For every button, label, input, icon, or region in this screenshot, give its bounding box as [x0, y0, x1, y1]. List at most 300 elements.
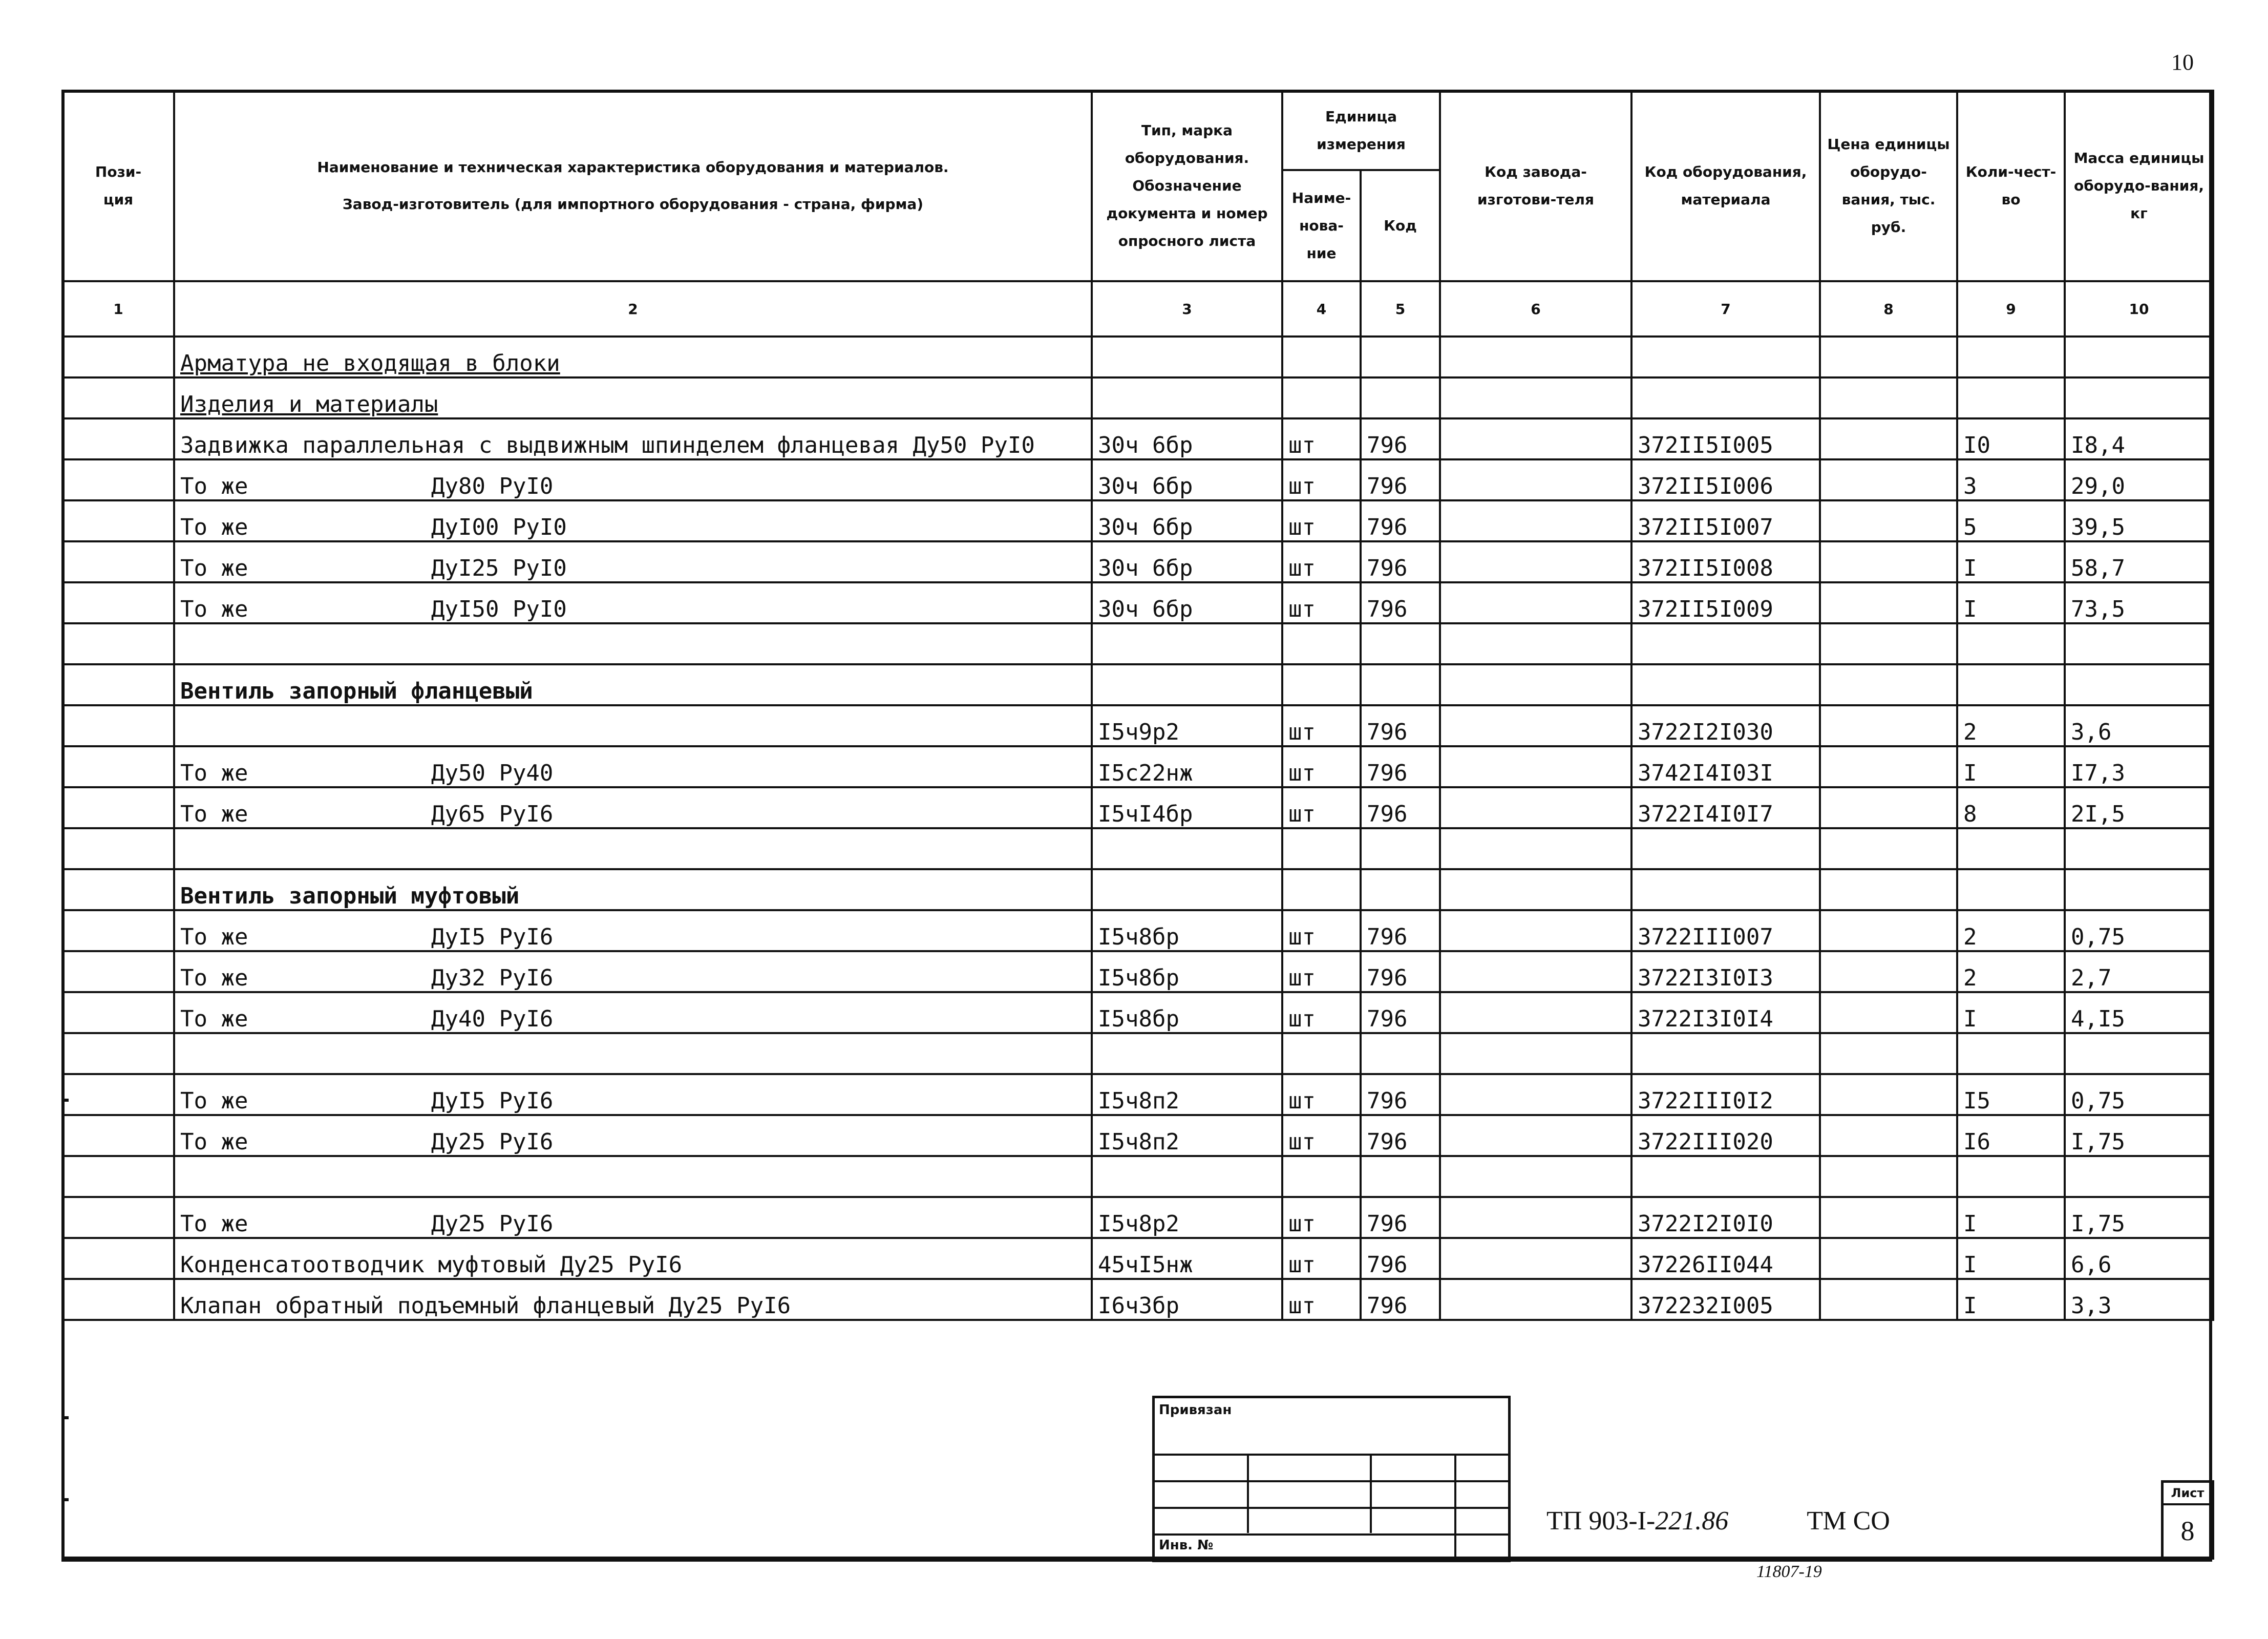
item-name: То же	[180, 1088, 248, 1114]
cell-unit: шт	[1282, 1197, 1361, 1238]
cell-type: I5ч8бр	[1092, 951, 1282, 992]
cell-price	[1820, 992, 1957, 1033]
cell-unit: шт	[1282, 1115, 1361, 1156]
name-cell	[174, 1074, 1092, 1115]
cell-qty: I5	[1957, 1074, 2065, 1115]
table-row	[62, 1074, 2213, 1115]
cell-unit-code: 796	[1361, 1074, 1440, 1115]
table-row	[62, 910, 2213, 951]
position-cell	[62, 1156, 174, 1197]
cell-mass: I7,3	[2065, 746, 2213, 787]
cell-mass	[2065, 1033, 2213, 1074]
name-cell	[174, 418, 1092, 459]
cell-factory-code	[1440, 664, 1631, 705]
cell-price	[1820, 910, 1957, 951]
table-row	[62, 705, 2213, 746]
cell-factory-code	[1440, 1033, 1631, 1074]
cell-code: 372II5I005	[1631, 418, 1820, 459]
cell-factory-code	[1440, 746, 1631, 787]
cell-mass: 0,75	[2065, 910, 2213, 951]
item-size: ДуI00 РуI0	[431, 514, 567, 540]
cell-code: 372II5I009	[1631, 582, 1820, 623]
item-size: Ду65 РуI6	[431, 801, 554, 827]
cell-price	[1820, 951, 1957, 992]
stamp-line	[1370, 1456, 1372, 1533]
cell-code: 372II5I008	[1631, 541, 1820, 582]
cell-mass: I,75	[2065, 1197, 2213, 1238]
cell-unit: шт	[1282, 705, 1361, 746]
cell-price	[1820, 623, 1957, 664]
table-row	[62, 459, 2213, 500]
cell-unit	[1282, 869, 1361, 910]
cell-price	[1820, 746, 1957, 787]
header-name-line1: Наименование и техническая характеристика оборудования и материалов.	[317, 159, 949, 176]
section-title: Изделия и материалы	[180, 391, 438, 417]
cell-unit-code	[1361, 623, 1440, 664]
cell-code: 372II5I007	[1631, 500, 1820, 541]
cell-mass: 3,3	[2065, 1279, 2213, 1320]
header-price: Цена единицы оборудо-вания, тыс. руб.	[1820, 91, 1957, 281]
cell-unit: шт	[1282, 910, 1361, 951]
cell-price	[1820, 787, 1957, 828]
cell-unit-code: 796	[1361, 1279, 1440, 1320]
doc-suffix: ТМ СО	[1807, 1506, 1890, 1536]
cell-qty: 5	[1957, 500, 2065, 541]
cell-unit-code: 796	[1361, 500, 1440, 541]
cell-unit-code: 796	[1361, 1115, 1440, 1156]
table-row	[62, 1279, 2213, 1320]
cell-price	[1820, 1279, 1957, 1320]
cell-unit: шт	[1282, 459, 1361, 500]
table-row	[62, 377, 2213, 418]
cell-code: 3722I3I0I4	[1631, 992, 1820, 1033]
header-factory-code: Код завода-изготови-теля	[1440, 91, 1631, 281]
cell-unit: шт	[1282, 541, 1361, 582]
item-name: Клапан обратный подъемный фланцевый Ду25 РуI6	[180, 1293, 791, 1319]
name-cell	[174, 910, 1092, 951]
section-title: Вентиль запорный фланцевый	[180, 678, 533, 704]
cell-type: 30ч 6бр	[1092, 582, 1282, 623]
cell-factory-code	[1440, 828, 1631, 869]
cell-mass: 3,6	[2065, 705, 2213, 746]
cell-price	[1820, 377, 1957, 418]
cell-mass	[2065, 623, 2213, 664]
cell-code: 3722III020	[1631, 1115, 1820, 1156]
name-cell	[174, 1156, 1092, 1197]
cell-price	[1820, 337, 1957, 377]
item-name: То же	[180, 1129, 248, 1155]
sheet-label: Лист	[2164, 1483, 2212, 1505]
stamp-line	[1247, 1456, 1249, 1533]
cell-code: 37226II044	[1631, 1238, 1820, 1279]
cell-price	[1820, 828, 1957, 869]
item-size: Ду40 РуI6	[431, 1006, 554, 1032]
table-row	[62, 787, 2213, 828]
sheet-number: 8	[2180, 1516, 2195, 1546]
position-cell	[62, 500, 174, 541]
cell-unit	[1282, 828, 1361, 869]
name-cell	[174, 337, 1092, 377]
cell-unit-code: 796	[1361, 787, 1440, 828]
cell-type: 45чI5нж	[1092, 1238, 1282, 1279]
cell-code	[1631, 623, 1820, 664]
header-mass: Масса единицы оборудо-вания, кг	[2065, 91, 2213, 281]
position-cell	[62, 459, 174, 500]
cell-qty: 8	[1957, 787, 2065, 828]
table-row	[62, 746, 2213, 787]
item-name: То же	[180, 801, 248, 827]
cell-type: I6ч3бр	[1092, 1279, 1282, 1320]
cell-mass: 2,7	[2065, 951, 2213, 992]
cell-factory-code	[1440, 992, 1631, 1033]
cell-mass	[2065, 664, 2213, 705]
margin-tick	[61, 1498, 69, 1501]
cell-unit-code: 796	[1361, 746, 1440, 787]
cell-factory-code	[1440, 1074, 1631, 1115]
cell-unit: шт	[1282, 1238, 1361, 1279]
cell-qty: I	[1957, 1197, 2065, 1238]
section-title: Вентиль запорный муфтовый	[180, 883, 520, 909]
position-cell	[62, 582, 174, 623]
item-name: Задвижка параллельная с выдвижным шпинделем фланцевая Ду50 РуI0	[180, 432, 1035, 458]
table-body	[62, 337, 2213, 1320]
cell-factory-code	[1440, 951, 1631, 992]
item-size: Ду25 РуI6	[431, 1129, 554, 1155]
cell-unit-code	[1361, 1156, 1440, 1197]
position-cell	[62, 787, 174, 828]
cell-mass: 29,0	[2065, 459, 2213, 500]
name-cell	[174, 623, 1092, 664]
doc-id-prefix: ТП 903-I-	[1546, 1506, 1656, 1536]
name-cell	[174, 1197, 1092, 1238]
table-row	[62, 418, 2213, 459]
cell-qty	[1957, 623, 2065, 664]
cell-code	[1631, 377, 1820, 418]
position-cell	[62, 1238, 174, 1279]
header-equipment-code: Код оборудования, материала	[1631, 91, 1820, 281]
cell-factory-code	[1440, 1156, 1631, 1197]
cell-mass: 58,7	[2065, 541, 2213, 582]
cell-factory-code	[1440, 337, 1631, 377]
position-cell	[62, 418, 174, 459]
table-row	[62, 664, 2213, 705]
margin-tick	[61, 1416, 69, 1419]
cell-unit: шт	[1282, 500, 1361, 541]
name-cell	[174, 828, 1092, 869]
table-row	[62, 541, 2213, 582]
table-row	[62, 1156, 2213, 1197]
cell-type	[1092, 377, 1282, 418]
cell-type: I5ч9р2	[1092, 705, 1282, 746]
column-number: 6	[1440, 281, 1631, 337]
cell-qty: I	[1957, 1238, 2065, 1279]
cell-unit	[1282, 377, 1361, 418]
position-cell	[62, 951, 174, 992]
header-position: Пози- ция	[62, 91, 174, 281]
name-cell	[174, 705, 1092, 746]
header-quantity: Коли-чест-во	[1957, 91, 2065, 281]
footnote-number: 11807-19	[1756, 1562, 1822, 1581]
cell-factory-code	[1440, 869, 1631, 910]
cell-qty: 3	[1957, 459, 2065, 500]
cell-unit	[1282, 337, 1361, 377]
cell-mass: 0,75	[2065, 1074, 2213, 1115]
cell-price	[1820, 1033, 1957, 1074]
cell-code	[1631, 337, 1820, 377]
position-cell	[62, 623, 174, 664]
cell-factory-code	[1440, 1238, 1631, 1279]
cell-unit-code: 796	[1361, 459, 1440, 500]
cell-type: I5ч8п2	[1092, 1115, 1282, 1156]
name-cell	[174, 459, 1092, 500]
cell-factory-code	[1440, 705, 1631, 746]
item-size: Ду25 РуI6	[431, 1211, 554, 1237]
position-cell	[62, 1115, 174, 1156]
cell-unit	[1282, 623, 1361, 664]
position-cell	[62, 746, 174, 787]
cell-type	[1092, 1033, 1282, 1074]
cell-code: 372II5I006	[1631, 459, 1820, 500]
cell-unit	[1282, 1156, 1361, 1197]
cell-price	[1820, 1074, 1957, 1115]
item-name: Конденсатоотводчик муфтовый Ду25 РуI6	[180, 1252, 683, 1278]
item-name: То же	[180, 924, 248, 950]
cell-code: 3722I4I0I7	[1631, 787, 1820, 828]
cell-qty	[1957, 828, 2065, 869]
position-cell	[62, 910, 174, 951]
position-cell	[62, 377, 174, 418]
cell-price	[1820, 869, 1957, 910]
item-size: Ду80 РуI0	[431, 473, 554, 499]
item-name: То же	[180, 1006, 248, 1032]
cell-unit-code: 796	[1361, 418, 1440, 459]
table-row	[62, 869, 2213, 910]
cell-unit	[1282, 1033, 1361, 1074]
cell-type	[1092, 828, 1282, 869]
table-row	[62, 582, 2213, 623]
cell-code: 3722III0I2	[1631, 1074, 1820, 1115]
cell-qty	[1957, 664, 2065, 705]
corner-page-mark: 10	[2171, 50, 2194, 75]
name-cell	[174, 1033, 1092, 1074]
header-unit-name: Наиме-нова-ние	[1282, 170, 1361, 281]
document-designation	[1546, 1506, 1890, 1536]
cell-mass: 73,5	[2065, 582, 2213, 623]
cell-code: 3722I2I030	[1631, 705, 1820, 746]
position-cell	[62, 664, 174, 705]
cell-factory-code	[1440, 910, 1631, 951]
position-cell	[62, 1197, 174, 1238]
name-cell	[174, 541, 1092, 582]
item-size: ДуI25 РуI0	[431, 555, 567, 581]
cell-unit-code	[1361, 828, 1440, 869]
section-title: Арматура не входящая в блоки	[180, 350, 560, 376]
cell-code	[1631, 664, 1820, 705]
cell-type	[1092, 623, 1282, 664]
cell-factory-code	[1440, 1279, 1631, 1320]
cell-unit: шт	[1282, 582, 1361, 623]
position-cell	[62, 1074, 174, 1115]
cell-code	[1631, 869, 1820, 910]
cell-price	[1820, 1197, 1957, 1238]
item-name: То же	[180, 514, 248, 540]
cell-unit-code	[1361, 377, 1440, 418]
cell-type: 30ч 6бр	[1092, 500, 1282, 541]
cell-type: I5ч8р2	[1092, 1197, 1282, 1238]
cell-qty: 2	[1957, 910, 2065, 951]
cell-qty: 2	[1957, 705, 2065, 746]
cell-unit: шт	[1282, 746, 1361, 787]
column-number: 10	[2065, 281, 2213, 337]
name-cell	[174, 746, 1092, 787]
cell-type: I5ч8п2	[1092, 1074, 1282, 1115]
cell-qty	[1957, 337, 2065, 377]
margin-tick	[61, 1099, 69, 1102]
cell-factory-code	[1440, 582, 1631, 623]
cell-unit: шт	[1282, 418, 1361, 459]
cell-price	[1820, 1238, 1957, 1279]
cell-qty: I	[1957, 746, 2065, 787]
cell-price	[1820, 664, 1957, 705]
position-cell	[62, 705, 174, 746]
position-cell	[62, 1279, 174, 1320]
specification-table	[61, 90, 2214, 1321]
name-cell	[174, 869, 1092, 910]
cell-qty: I0	[1957, 418, 2065, 459]
table-row	[62, 951, 2213, 992]
cell-mass: 2I,5	[2065, 787, 2213, 828]
cell-type: I5чI4бр	[1092, 787, 1282, 828]
doc-id-number: 221.86	[1655, 1506, 1729, 1536]
column-number: 4	[1282, 281, 1361, 337]
item-size: ДуI50 РуI0	[431, 596, 567, 622]
position-cell	[62, 1033, 174, 1074]
name-cell	[174, 1279, 1092, 1320]
name-cell	[174, 500, 1092, 541]
table-row	[62, 1197, 2213, 1238]
cell-price	[1820, 705, 1957, 746]
cell-price	[1820, 1156, 1957, 1197]
sheet-number-box	[2161, 1480, 2214, 1560]
cell-type: 30ч 6бр	[1092, 418, 1282, 459]
name-cell	[174, 1115, 1092, 1156]
cell-factory-code	[1440, 459, 1631, 500]
cell-code	[1631, 1033, 1820, 1074]
cell-type	[1092, 1156, 1282, 1197]
cell-mass	[2065, 869, 2213, 910]
column-number-row	[62, 281, 2213, 337]
cell-price	[1820, 500, 1957, 541]
cell-code: 3722I3I0I3	[1631, 951, 1820, 992]
table-row	[62, 992, 2213, 1033]
bottom-border	[61, 1559, 2212, 1562]
cell-unit-code: 796	[1361, 951, 1440, 992]
cell-factory-code	[1440, 500, 1631, 541]
cell-factory-code	[1440, 787, 1631, 828]
name-cell	[174, 582, 1092, 623]
name-cell	[174, 664, 1092, 705]
cell-qty: I	[1957, 1279, 2065, 1320]
cell-unit-code: 796	[1361, 910, 1440, 951]
cell-unit-code	[1361, 1033, 1440, 1074]
cell-mass: 39,5	[2065, 500, 2213, 541]
column-number: 3	[1092, 281, 1282, 337]
cell-type: I5с22нж	[1092, 746, 1282, 787]
column-number: 8	[1820, 281, 1957, 337]
cell-code	[1631, 1156, 1820, 1197]
table-row	[62, 337, 2213, 377]
cell-qty: I6	[1957, 1115, 2065, 1156]
position-cell	[62, 337, 174, 377]
cell-price	[1820, 582, 1957, 623]
item-name: То же	[180, 555, 248, 581]
cell-type	[1092, 337, 1282, 377]
header-name	[174, 91, 1092, 281]
cell-unit-code	[1361, 337, 1440, 377]
cell-unit: шт	[1282, 1279, 1361, 1320]
cell-qty	[1957, 869, 2065, 910]
cell-mass	[2065, 377, 2213, 418]
item-name: То же	[180, 1211, 248, 1237]
cell-code: 3722III007	[1631, 910, 1820, 951]
header-unit-code: Код	[1361, 170, 1440, 281]
item-name: То же	[180, 596, 248, 622]
cell-type	[1092, 869, 1282, 910]
cell-mass: 4,I5	[2065, 992, 2213, 1033]
cell-qty	[1957, 377, 2065, 418]
cell-factory-code	[1440, 1197, 1631, 1238]
column-number: 7	[1631, 281, 1820, 337]
position-cell	[62, 541, 174, 582]
cell-qty: I	[1957, 541, 2065, 582]
cell-price	[1820, 1115, 1957, 1156]
column-number: 9	[1957, 281, 2065, 337]
column-number: 5	[1361, 281, 1440, 337]
cell-code	[1631, 828, 1820, 869]
cell-unit-code: 796	[1361, 1197, 1440, 1238]
cell-unit: шт	[1282, 992, 1361, 1033]
item-size: ДуI5 РуI6	[431, 924, 554, 950]
item-name: То же	[180, 760, 248, 786]
cell-price	[1820, 541, 1957, 582]
cell-unit: шт	[1282, 1074, 1361, 1115]
cell-unit-code: 796	[1361, 1238, 1440, 1279]
cell-factory-code	[1440, 623, 1631, 664]
header-name-line2: Завод-изготовитель (для импортного оборудования - страна, фирма)	[342, 196, 924, 213]
cell-unit: шт	[1282, 951, 1361, 992]
name-cell	[174, 1238, 1092, 1279]
column-number: 1	[62, 281, 174, 337]
name-cell	[174, 787, 1092, 828]
attachment-stamp	[1152, 1396, 1511, 1562]
position-cell	[62, 992, 174, 1033]
header-unit-group: Единица измерения	[1282, 91, 1440, 170]
position-cell	[62, 828, 174, 869]
cell-unit-code: 796	[1361, 705, 1440, 746]
table-row	[62, 1115, 2213, 1156]
cell-unit-code: 796	[1361, 541, 1440, 582]
cell-price	[1820, 459, 1957, 500]
item-name: То же	[180, 473, 248, 499]
cell-type: 30ч 6бр	[1092, 459, 1282, 500]
cell-mass	[2065, 1156, 2213, 1197]
cell-factory-code	[1440, 377, 1631, 418]
table-row	[62, 828, 2213, 869]
column-number: 2	[174, 281, 1092, 337]
cell-qty	[1957, 1156, 2065, 1197]
item-size: Ду32 РуI6	[431, 965, 554, 991]
cell-unit-code: 796	[1361, 582, 1440, 623]
